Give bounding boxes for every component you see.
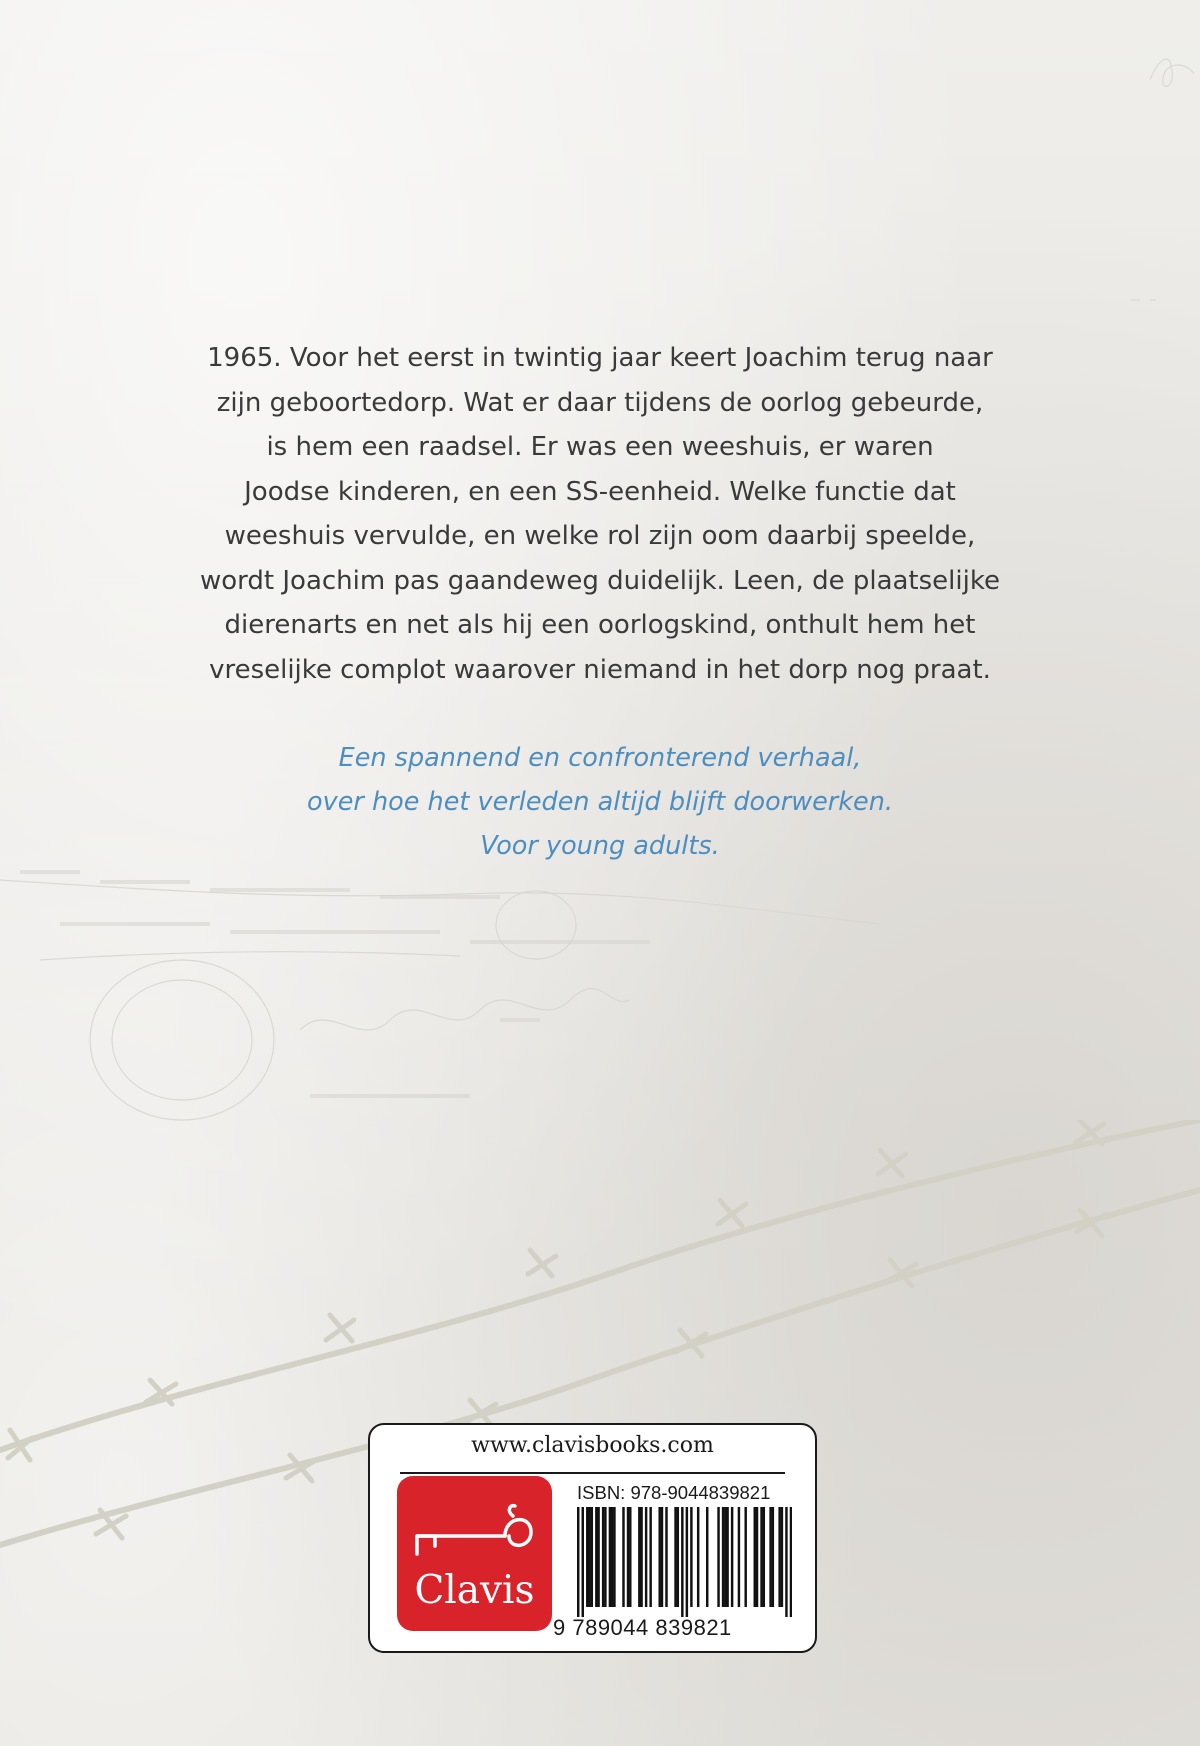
- barcode-bar: [622, 1507, 624, 1607]
- barcode-bar: [778, 1507, 780, 1607]
- barcode-bar: [582, 1507, 584, 1617]
- barcode-bar: [744, 1507, 746, 1607]
- barcode-bar: [588, 1507, 590, 1607]
- barcode-bar: [760, 1507, 762, 1607]
- barcode-bar: [772, 1507, 774, 1607]
- tagline: [150, 736, 1050, 868]
- barcode-bar: [781, 1507, 783, 1607]
- tagline-line: Een spannend en confronterend verhaal,: [338, 743, 862, 773]
- back-cover-blurb: [150, 336, 1050, 692]
- barcode-bar: [754, 1507, 756, 1607]
- barcode-bar: [613, 1507, 615, 1607]
- barcode-bar: [674, 1507, 676, 1607]
- barcode-bar: [627, 1507, 629, 1607]
- barcode-bar: [763, 1507, 765, 1607]
- barcode-bar: [681, 1507, 683, 1617]
- barcode-bar: [658, 1507, 660, 1607]
- tagline-line: Voor young adults.: [480, 831, 720, 861]
- panel-divider: [400, 1472, 785, 1474]
- clavis-logo: [397, 1476, 552, 1631]
- ean-digits: 9 789044 839821: [553, 1615, 732, 1640]
- publisher-name: Clavis: [414, 1568, 535, 1613]
- barcode-bar: [785, 1507, 787, 1617]
- barcode-bar: [690, 1507, 692, 1607]
- barcode-bar: [677, 1507, 679, 1607]
- blurb-line: dierenarts en net als hij een oorlogskind, onthult hem het: [224, 610, 976, 640]
- barcode: [577, 1507, 792, 1617]
- tagline-line: over hoe het verleden altijd blijft doorwerken.: [307, 787, 893, 817]
- barcode-bar: [726, 1507, 728, 1607]
- barcode-bar: [724, 1507, 726, 1607]
- barcode-bar: [665, 1507, 667, 1607]
- barcode-bar: [591, 1507, 593, 1607]
- barcode-bar: [697, 1507, 699, 1607]
- blurb-line: 1965. Voor het eerst in twintig jaar keert Joachim terug naar: [207, 343, 993, 373]
- blurb-line: vreselijke complot waarover niemand in het dorp nog praat.: [209, 654, 991, 685]
- blurb-line: Joodse kinderen, en een SS-eenheid. Welke functie dat: [244, 476, 956, 507]
- barcode-bar: [731, 1507, 733, 1607]
- barcode-bar: [738, 1507, 740, 1607]
- blurb-line: weeshuis vervulde, en welke rol zijn oom daarbij speelde,: [224, 521, 976, 551]
- barcode-bar: [756, 1507, 758, 1607]
- blurb-line: wordt Joachim pas gaandeweg duidelijk. Leen, de plaatselijke: [200, 565, 1000, 596]
- barcode-bar: [629, 1507, 631, 1607]
- barcode-bar: [790, 1507, 792, 1617]
- blurb-line: is hem een raadsel. Er was een weeshuis, er waren: [266, 432, 934, 462]
- barcode-bar: [717, 1507, 719, 1607]
- barcode-bar: [595, 1507, 597, 1607]
- barcode-bar: [597, 1507, 599, 1607]
- barcode-bar: [638, 1507, 640, 1607]
- barcode-bar: [661, 1507, 663, 1607]
- key-icon: [397, 1476, 552, 1566]
- barcode-bar: [586, 1507, 588, 1607]
- faded-stamp-icon: [90, 960, 274, 1120]
- barcode-bar: [640, 1507, 642, 1607]
- barcode-bar: [686, 1507, 688, 1617]
- barcode-bar: [649, 1507, 651, 1607]
- barcode-bar: [722, 1507, 724, 1607]
- publisher-url: www.clavisbooks.com: [471, 1433, 714, 1458]
- isbn-barcode-panel: [368, 1423, 817, 1653]
- barcode-bar: [577, 1507, 579, 1617]
- barcode-bar: [609, 1507, 611, 1607]
- barcode-bar: [604, 1507, 606, 1607]
- isbn-label: ISBN: 978-9044839821: [577, 1482, 771, 1503]
- barcode-bar: [602, 1507, 604, 1607]
- blurb-line: zijn geboortedorp. Wat er daar tijdens de oorlog gebeurde,: [216, 387, 984, 418]
- barcode-bar: [645, 1507, 647, 1607]
- barcode-bar: [706, 1507, 708, 1607]
- barcode-bar: [769, 1507, 771, 1607]
- barcode-bar: [611, 1507, 613, 1607]
